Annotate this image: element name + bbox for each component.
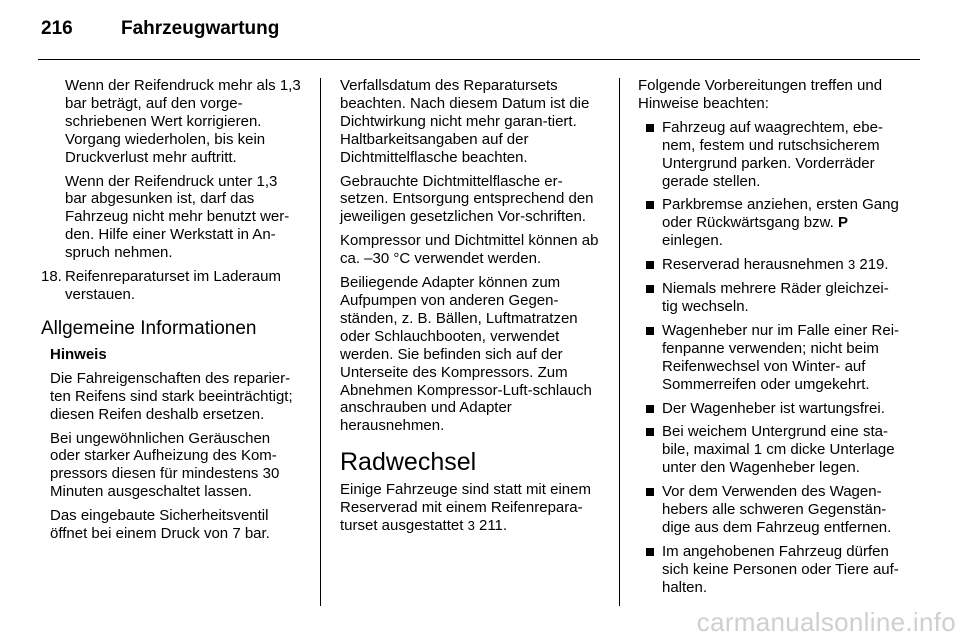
column-1 xyxy=(41,77,303,549)
gear-symbol: P xyxy=(837,214,848,232)
paragraph xyxy=(340,481,603,535)
bullet-square-icon xyxy=(646,261,654,269)
list-item xyxy=(638,196,902,250)
column-divider xyxy=(619,78,620,606)
numbered-step xyxy=(41,268,303,304)
paragraph: Das eingebaute Sicherheitsventil öffnet bei einem Druck von 7 bar. xyxy=(50,507,270,543)
list-item xyxy=(638,543,902,597)
watermark: carmanualsonline.info xyxy=(696,607,956,637)
paragraph: Bei ungewöhnlichen Geräuschen oder starker Aufheizung des Kom-pressors diesen für mindestens 30 Minuten ausgeschaltet lassen. xyxy=(50,429,280,501)
paragraph-text: Einige Fahrzeuge sind statt mit einem Reserverad mit einem Reifenrepara-turset ausgestattet xyxy=(340,481,591,535)
list-item-text: Wagenheber nur im Falle einer Rei-fenpanne verwenden; nicht beim Reifenwechsel von Winter- auf Sommerreifen oder umgekehrt. xyxy=(662,321,900,393)
bullet-square-icon xyxy=(646,428,654,436)
section-heading: Allgemeine Informationen xyxy=(41,317,257,339)
bullet-square-icon xyxy=(646,327,654,335)
page-ref-link[interactable]: 219. xyxy=(859,256,889,274)
bullet-square-icon xyxy=(646,285,654,293)
list-item-text: Reserverad herausnehmen xyxy=(662,256,844,274)
list-item-text: Der Wagenheber ist wartungsfrei. xyxy=(662,399,885,417)
list-item xyxy=(638,322,902,394)
page-ref-link[interactable]: 211. xyxy=(478,517,508,535)
header-rule xyxy=(38,59,920,60)
paragraph: Kompressor und Dichtmittel können ab ca. –30 °C verwendet werden. xyxy=(340,232,599,268)
list-item-text: Niemals mehrere Räder gleichzei-tig wechseln. xyxy=(662,280,889,315)
page-header xyxy=(41,14,921,54)
list-item-text: Bei weichem Untergrund eine sta-bile, maximal 1 cm dicke Unterlage unter den Wagenheber legen. xyxy=(662,423,895,477)
step-number: 18. xyxy=(41,268,62,286)
list-item-text: einlegen. xyxy=(662,232,723,250)
step-text: Reifenreparaturset im Laderaum verstauen. xyxy=(65,268,281,303)
paragraph: Wenn der Reifendruck mehr als 1,3 bar beträgt, auf den vorge-schriebenen Wert korrigieren. Vorgang wiederholen, bis kein Druckverlust mehr auftritt. xyxy=(65,77,301,166)
column-2 xyxy=(340,77,603,541)
bullet-square-icon xyxy=(646,201,654,209)
note-title: Hinweis xyxy=(50,345,107,363)
paragraph: Beiliegende Adapter können zum Aufpumpen von anderen Gegen-ständen, z. B. Bällen, Luftmatratzen oder Schlauchbooten, verwendet werden. Sie befinden sich auf der Unterseite des Kompressors. Zum Abnehmen Kompressor-Luft-schlauch anschrauben und Adapter herausnehmen. xyxy=(340,274,592,435)
paragraph: Verfallsdatum des Reparatursets beachten. Nach diesem Datum ist die Dichtwirkung nicht mehr garan-tiert. Haltbarkeitsangaben auf der Dichtmittelflasche beachten. xyxy=(340,77,590,166)
list-item xyxy=(638,119,902,191)
list-item-text: Im angehobenen Fahrzeug dürfen sich keine Personen oder Tiere auf-halten. xyxy=(662,542,899,596)
list-item xyxy=(638,256,902,274)
page-ref-icon: 3 xyxy=(847,257,856,273)
list-item-text: Vor dem Verwenden des Wagen-hebers alle schweren Gegenstän-dige aus dem Fahrzeug entfernen. xyxy=(662,483,892,536)
paragraph: Folgende Vorbereitungen treffen und Hinweise beachten: xyxy=(638,77,883,112)
bullet-list xyxy=(638,119,902,597)
bullet-square-icon xyxy=(646,488,654,496)
paragraph: Wenn der Reifendruck unter 1,3 bar abgesunken ist, darf das Fahrzeug nicht mehr benutzt wer-den. Hilfe einer Werkstatt in An-spruch nehmen. xyxy=(65,172,290,262)
section-heading-radwechsel: Radwechsel xyxy=(340,448,477,477)
page-title: Fahrzeugwartung xyxy=(121,18,280,39)
list-item xyxy=(638,400,902,418)
bullet-square-icon xyxy=(646,124,654,132)
paragraph: Gebrauchte Dichtmittelflasche er-setzen. Entsorgung entsprechend den jeweiligen gesetzlichen Vor-schriften. xyxy=(340,172,594,226)
bullet-square-icon xyxy=(646,548,654,556)
page-ref-icon: 3 xyxy=(467,518,475,534)
note-text: Die Fahreigenschaften des reparier-ten Reifens sind stark beeinträchtigt; diesen Reifen deshalb ersetzen. xyxy=(50,369,293,423)
page-number: 216 xyxy=(41,18,73,39)
bullet-square-icon xyxy=(646,405,654,413)
column-3 xyxy=(638,77,902,603)
column-divider xyxy=(320,78,321,606)
list-item xyxy=(638,280,902,316)
list-item-text: Parkbremse anziehen, ersten Gang oder Rückwärtsgang bzw. xyxy=(662,196,899,232)
list-item xyxy=(638,483,902,537)
list-item-text: Fahrzeug auf waagrechtem, ebe-nem, festem und rutschsicherem Untergrund parken. Vorderräder gerade stellen. xyxy=(662,118,883,190)
note-block xyxy=(41,346,303,543)
list-item xyxy=(638,423,902,477)
